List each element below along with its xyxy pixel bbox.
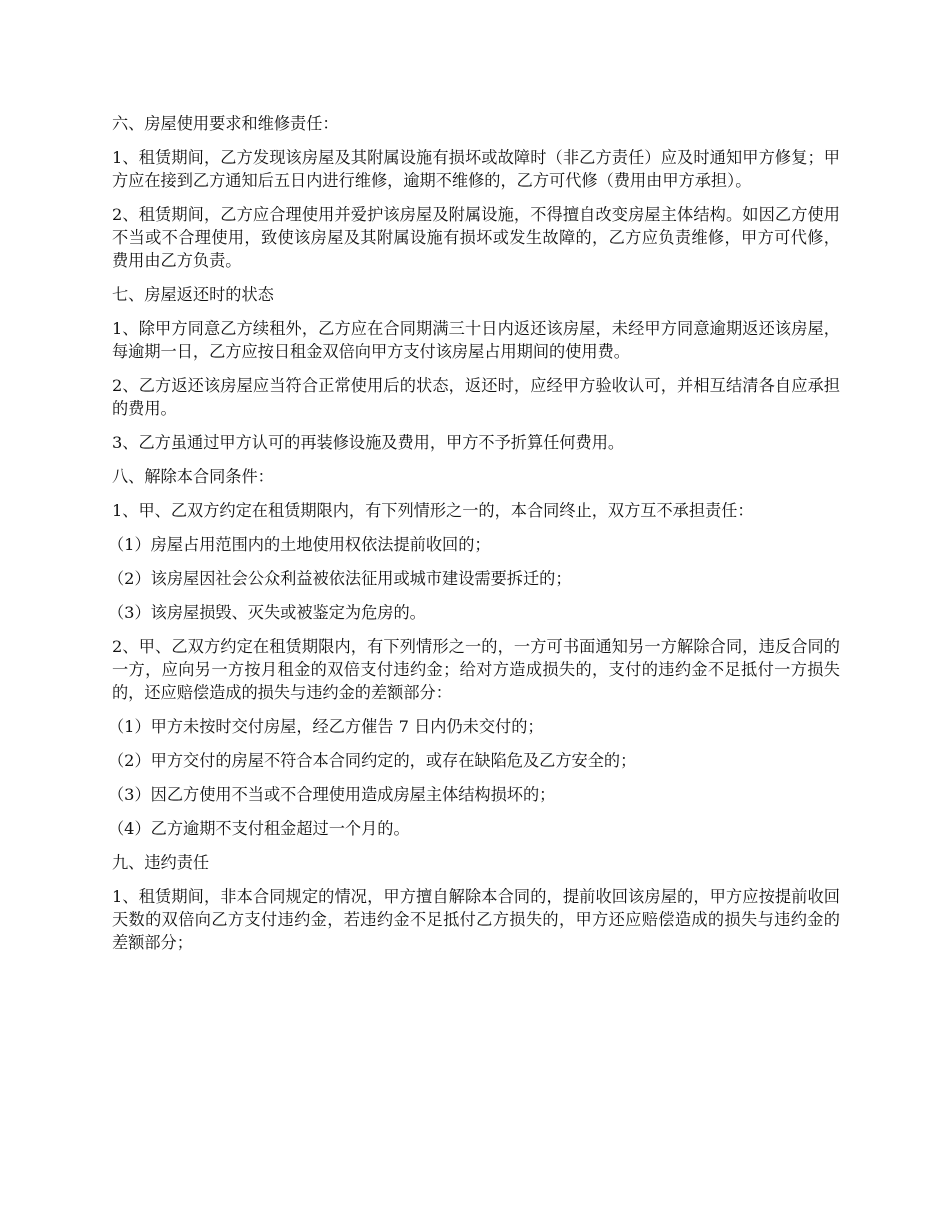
section-heading-6: 六、房屋使用要求和维修责任： — [112, 114, 339, 133]
section-heading-9: 九、违约责任 — [112, 853, 210, 872]
list-item: （2）甲方交付的房屋不符合本合同约定的，或存在缺陷危及乙方安全的； — [108, 751, 637, 770]
paragraph: 1、除甲方同意乙方续租外，乙方应在合同期满三十日内返还该房屋，未经甲方同意逾期返还该房屋，每逾期一日，乙方应按日租金双倍向甲方支付该房屋占用期间的使用费。 — [112, 319, 840, 361]
list-item: （1）甲方未按时交付房屋，经乙方催告 7 日内仍未交付的； — [108, 717, 544, 736]
paragraph: 2、租赁期间，乙方应合理使用并爱护该房屋及附属设施，不得擅自改变房屋主体结构。如因乙方使用不当或不合理使用，致使该房屋及其附属设施有损坏或发生故障的，乙方应负责维修，甲方可代修，费用由乙方负责。 — [112, 205, 840, 270]
list-item: （1）房屋占用范围内的土地使用权依法提前收回的； — [108, 535, 491, 554]
list-item: （3）因乙方使用不当或不合理使用造成房屋主体结构损坏的； — [108, 785, 556, 804]
paragraph: 2、甲、乙双方约定在租赁期限内，有下列情形之一的，一方可书面通知另一方解除合同，违反合同的一方，应向另一方按月租金的双倍支付违约金；给对方造成损失的，支付的违约金不足抵付一方损失的，还应赔偿造成的损失与违约金的差额部分： — [112, 637, 840, 702]
paragraph: 1、租赁期间，乙方发现该房屋及其附属设施有损坏或故障时（非乙方责任）应及时通知甲方修复；甲方应在接到乙方通知后五日内进行维修，逾期不维修的，乙方可代修（费用由甲方承担）。 — [112, 148, 840, 190]
section-heading-8: 八、解除本合同条件： — [112, 467, 274, 486]
paragraph: 2、乙方返还该房屋应当符合正常使用后的状态，返还时，应经甲方验收认可，并相互结清各自应承担的费用。 — [112, 376, 840, 418]
list-item: （4）乙方逾期不支付租金超过一个月的。 — [108, 819, 410, 838]
paragraph: 1、租赁期间，非本合同规定的情况，甲方擅自解除本合同的，提前收回该房屋的，甲方应按提前收回天数的双倍向乙方支付违约金，若违约金不足抵付乙方损失的，甲方还应赔偿造成的损失与违约金的差额部分； — [112, 887, 840, 952]
paragraph: 1、甲、乙双方约定在租赁期限内，有下列情形之一的，本合同终止，双方互不承担责任： — [112, 501, 754, 520]
paragraph: 3、乙方虽通过甲方认可的再装修设施及费用，甲方不予折算任何费用。 — [112, 433, 625, 452]
list-item: （3）该房屋损毁、灭失或被鉴定为危房的。 — [108, 603, 426, 622]
section-heading-7: 七、房屋返还时的状态 — [112, 285, 274, 304]
list-item: （2）该房屋因社会公众利益被依法征用或城市建设需要拆迁的； — [108, 569, 572, 588]
document-body — [108, 112, 840, 965]
